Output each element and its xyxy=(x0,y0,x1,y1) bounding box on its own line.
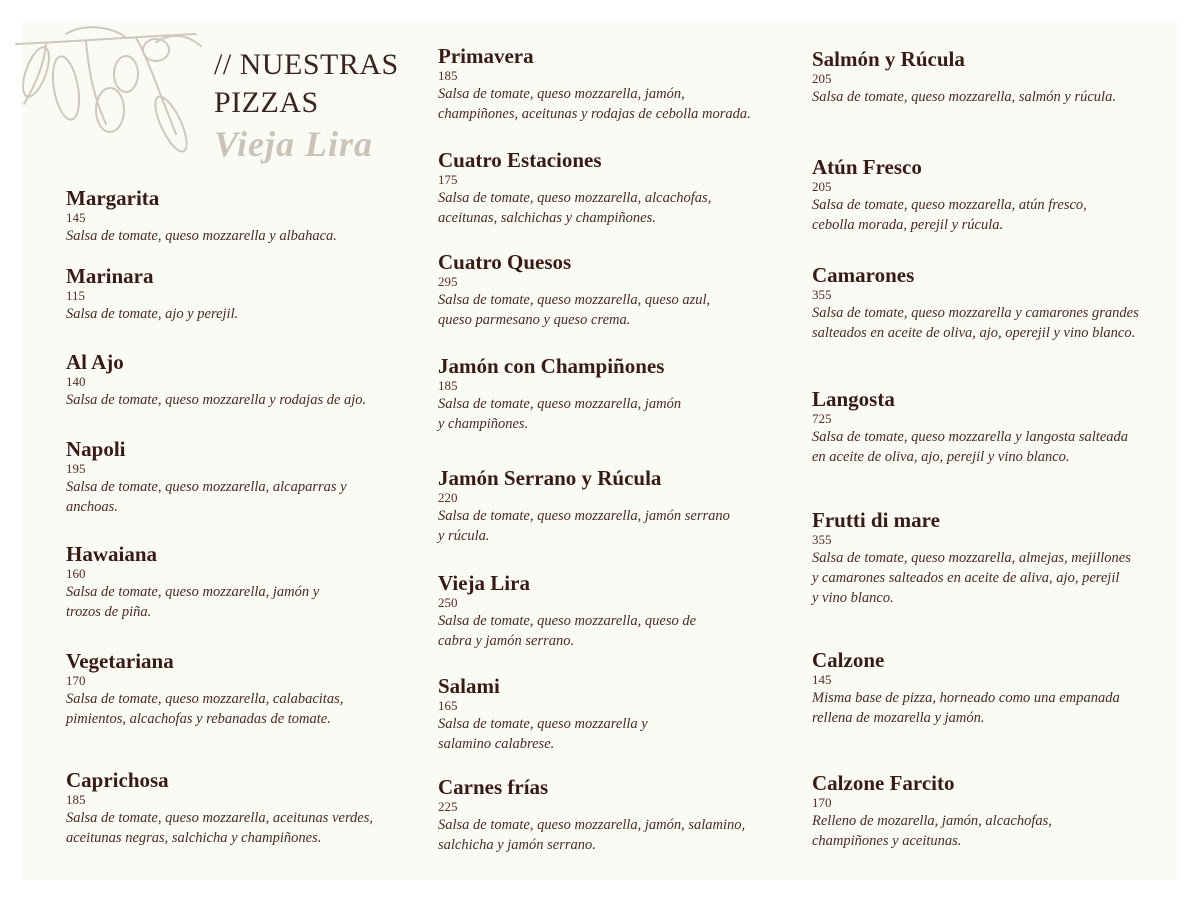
item-name: Caprichosa xyxy=(66,768,169,792)
item-name: Vieja Lira xyxy=(438,571,530,595)
menu-item xyxy=(66,186,396,246)
menu-item xyxy=(438,775,778,855)
item-description: Salsa de tomate, queso mozzarella, jamón serrano y rúcula. xyxy=(438,508,730,544)
item-description: Salsa de tomate, queso mozzarella, queso de cabra y jamón serrano. xyxy=(438,613,697,649)
item-description: Salsa de tomate, queso mozzarella, calabacitas, pimientos, alcachofas y rebanadas de tomate. xyxy=(66,691,344,727)
item-name: Camarones xyxy=(812,263,915,287)
item-description: Misma base de pizza, horneado como una empanada rellena de mozarella y jamón. xyxy=(812,690,1120,726)
item-description: Salsa de tomate, queso mozzarella, jamón y champiñones. xyxy=(438,396,682,432)
item-name: Calzone xyxy=(812,648,885,672)
menu-item xyxy=(66,350,396,410)
item-price: 725 xyxy=(812,411,832,426)
item-name: Marinara xyxy=(66,264,154,288)
item-price: 170 xyxy=(812,795,832,810)
menu-item xyxy=(812,47,1172,107)
item-price: 205 xyxy=(812,179,832,194)
menu-item xyxy=(438,148,778,228)
item-price: 250 xyxy=(438,595,458,610)
item-name: Jamón Serrano y Rúcula xyxy=(438,466,662,490)
menu-item xyxy=(438,571,778,651)
item-description: Relleno de mozarella, jamón, alcachofas, champiñones y aceitunas. xyxy=(812,813,1052,849)
item-description: Salsa de tomate, queso mozzarella y rodajas de ajo. xyxy=(66,392,367,408)
menu-item xyxy=(438,674,778,754)
menu-item xyxy=(438,44,778,124)
item-description: Salsa de tomate, queso mozzarella, jamón, champiñones, aceitunas y rodajas de cebolla morada. xyxy=(438,86,751,122)
menu-item xyxy=(812,771,1172,851)
item-price: 355 xyxy=(812,287,832,302)
header-title-line2: PIZZAS xyxy=(214,86,319,119)
header-title-line1: // NUESTRAS xyxy=(214,48,399,81)
menu-item xyxy=(66,542,396,622)
item-name: Jamón con Champiñones xyxy=(438,354,665,378)
item-price: 145 xyxy=(66,210,86,225)
item-description: Salsa de tomate, queso mozzarella y albahaca. xyxy=(66,228,337,244)
item-name: Langosta xyxy=(812,387,895,411)
item-price: 225 xyxy=(438,799,458,814)
item-price: 195 xyxy=(66,461,86,476)
item-description: Salsa de tomate, queso mozzarella y camarones grandes salteados en aceite de oliva, ajo, operejil y vino blanco. xyxy=(812,305,1139,341)
item-price: 185 xyxy=(438,68,458,83)
menu-item xyxy=(66,264,396,324)
item-name: Salami xyxy=(438,674,500,698)
item-name: Vegetariana xyxy=(66,649,174,673)
item-name: Primavera xyxy=(438,44,534,68)
item-name: Frutti di mare xyxy=(812,508,940,532)
menu-item xyxy=(66,437,396,517)
menu-item xyxy=(66,649,396,729)
menu-item xyxy=(66,768,396,848)
item-description: Salsa de tomate, queso mozzarella, queso azul, queso parmesano y queso crema. xyxy=(438,292,711,328)
item-price: 355 xyxy=(812,532,832,547)
item-description: Salsa de tomate, queso mozzarella, alcachofas, aceitunas, salchichas y champiñones. xyxy=(438,190,712,226)
item-name: Salmón y Rúcula xyxy=(812,47,965,71)
item-description: Salsa de tomate, queso mozzarella, aceitunas verdes, aceitunas negras, salchicha y champiñones. xyxy=(66,810,374,846)
item-name: Al Ajo xyxy=(66,350,124,374)
item-name: Cuatro Estaciones xyxy=(438,148,602,172)
item-price: 165 xyxy=(438,698,458,713)
item-description: Salsa de tomate, ajo y perejil. xyxy=(66,306,239,322)
menu-item xyxy=(438,354,778,434)
item-price: 175 xyxy=(438,172,458,187)
menu-item xyxy=(438,466,778,546)
olive-branch-icon xyxy=(6,24,206,164)
item-price: 140 xyxy=(66,374,86,389)
item-description: Salsa de tomate, queso mozzarella y langosta salteada en aceite de oliva, ajo, perejil y vino blanco. xyxy=(812,429,1129,465)
item-price: 185 xyxy=(438,378,458,393)
item-price: 160 xyxy=(66,566,86,581)
menu-item xyxy=(812,155,1172,235)
brand-name: Vieja Lira xyxy=(214,124,374,164)
item-price: 205 xyxy=(812,71,832,86)
item-price: 145 xyxy=(812,672,832,687)
item-description: Salsa de tomate, queso mozzarella, jamón, salamino, salchicha y jamón serrano. xyxy=(438,817,746,853)
item-price: 115 xyxy=(66,288,86,303)
menu-item xyxy=(812,648,1172,728)
item-name: Atún Fresco xyxy=(812,155,922,179)
item-description: Salsa de tomate, queso mozzarella y salamino calabrese. xyxy=(438,716,648,752)
item-name: Carnes frías xyxy=(438,775,549,799)
menu-header xyxy=(214,46,399,164)
item-name: Margarita xyxy=(66,186,160,210)
item-description: Salsa de tomate, queso mozzarella, salmón y rúcula. xyxy=(812,89,1116,105)
menu-item xyxy=(812,263,1172,343)
menu-item xyxy=(812,508,1172,608)
item-description: Salsa de tomate, queso mozzarella, atún fresco, cebolla morada, perejil y rúcula. xyxy=(812,197,1087,233)
item-name: Napoli xyxy=(66,437,126,461)
item-description: Salsa de tomate, queso mozzarella, alcaparras y anchoas. xyxy=(66,479,347,515)
item-description: Salsa de tomate, queso mozzarella, jamón y trozos de piña. xyxy=(66,584,320,620)
item-price: 220 xyxy=(438,490,458,505)
item-description: Salsa de tomate, queso mozzarella, almejas, mejillones y camarones salteados en aceite de aliva, ajo, perejil y vino blanco. xyxy=(812,550,1131,606)
menu-item xyxy=(812,387,1172,467)
item-price: 295 xyxy=(438,274,458,289)
menu-item xyxy=(438,250,778,330)
item-name: Cuatro Quesos xyxy=(438,250,572,274)
item-name: Hawaiana xyxy=(66,542,158,566)
item-price: 170 xyxy=(66,673,86,688)
item-name: Calzone Farcito xyxy=(812,771,955,795)
item-price: 185 xyxy=(66,792,86,807)
